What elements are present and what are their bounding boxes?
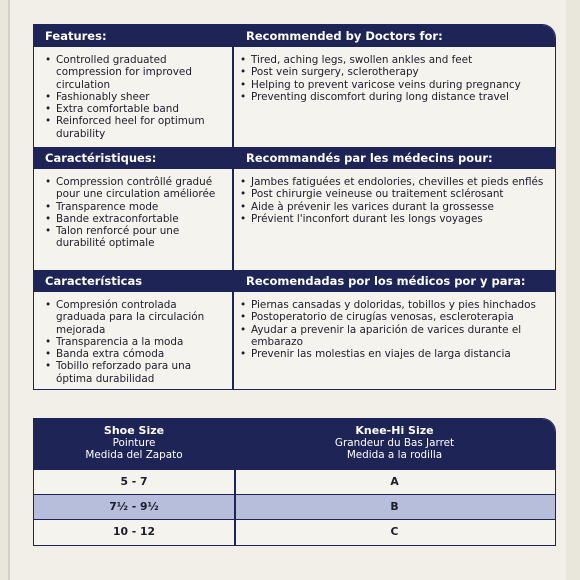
recommended-list-es: [240, 299, 550, 360]
list-item: • Ayudar a prevenir la aparición de varices durante el embarazo: [240, 324, 550, 349]
section-header-french: [34, 147, 555, 169]
list-item: • Tired, aching legs, swollen ankles and feet: [240, 54, 550, 66]
list-item: • Banda extra cómoda: [45, 348, 225, 360]
list-item: • Tobillo reforzado para una óptima durabilidad: [45, 360, 225, 385]
list-item: • Prévient l'inconfort durant les longs voyages: [240, 213, 550, 225]
table-row: [34, 494, 555, 519]
section-header-spanish: [34, 270, 555, 292]
list-item: • Post vein surgery, sclerotherapy: [240, 66, 550, 78]
list-item: • Aide à prévenir les varices durant la grossesse: [240, 201, 550, 213]
shoe-size-title: Shoe Size: [103, 424, 165, 437]
list-item: • Compression contrôllé gradué pour une circulation améliorée: [45, 176, 225, 201]
list-item: • Fashionably sheer: [45, 91, 225, 103]
knee-hi-size-title: Knee-Hi Size: [355, 424, 434, 437]
knee-hi-size-value: A: [390, 475, 399, 488]
list-item: • Bande extraconfortable: [45, 213, 225, 225]
shoe-size-spanish: Medida del Zapato: [85, 449, 183, 461]
table-row: [34, 519, 555, 544]
recommended-list-en: [240, 54, 550, 103]
shoe-size-value: 7½ - 9½: [109, 500, 159, 513]
section-header-english: [34, 25, 555, 47]
list-item: • Compresión controlada graduada para la circulación mejorada: [45, 299, 225, 336]
list-item: • Jambes fatiguées et endolories, chevilles et pieds enflés: [240, 176, 550, 188]
features-heading-en: Features:: [45, 29, 107, 43]
features-heading-fr: Caractéristiques:: [45, 151, 157, 165]
list-item: • Extra comfortable band: [45, 103, 225, 115]
knee-hi-size-french: Grandeur du Bas Jarret: [334, 437, 455, 449]
features-list-es: [45, 299, 225, 385]
features-grid: [33, 24, 556, 390]
features-list-fr: [45, 176, 225, 250]
list-item: • Helping to prevent varicose veins during pregnancy: [240, 79, 550, 91]
knee-hi-size-header: [234, 425, 555, 461]
recommended-list-fr: [240, 176, 550, 225]
features-list-en: [45, 54, 225, 140]
size-chart-header: [34, 419, 555, 469]
column-divider: [232, 47, 234, 147]
list-item: • Preventing discomfort during long distance travel: [240, 91, 550, 103]
list-item: • Prevenir las molestias en viajes de larga distancia: [240, 348, 550, 360]
knee-hi-size-value: B: [390, 500, 399, 513]
shoe-size-value: 5 - 7: [120, 475, 148, 488]
shoe-size-french: Pointure: [112, 437, 156, 449]
list-item: • Controlled graduated compression for improved circulation: [45, 54, 225, 91]
size-chart: [33, 418, 556, 546]
list-item: • Post chirurgie veineuse ou traitement sclérosant: [240, 188, 550, 200]
column-divider: [234, 469, 236, 545]
features-heading-es: Características: [45, 274, 143, 288]
recommended-heading-en: Recommended by Doctors for:: [246, 29, 443, 43]
shoe-size-value: 10 - 12: [112, 525, 156, 538]
knee-hi-size-value: C: [390, 525, 399, 538]
table-row: [34, 469, 555, 494]
list-item: • Postoperatorio de cirugías venosas, escleroterapia: [240, 311, 550, 323]
list-item: • Talon renforcé pour une durabilité optimale: [45, 225, 225, 250]
list-item: • Transparence mode: [45, 201, 225, 213]
recommended-heading-fr: Recommandés par les médecins pour:: [246, 151, 493, 165]
shoe-size-header: [34, 425, 234, 461]
list-item: • Piernas cansadas y doloridas, tobillos y pies hinchados: [240, 299, 550, 311]
recommended-heading-es: Recomendadas por los médicos por y para:: [246, 274, 526, 288]
list-item: • Reinforced heel for optimum durability: [45, 115, 225, 140]
column-divider: [232, 169, 234, 270]
list-item: • Transparencia a la moda: [45, 336, 225, 348]
column-divider: [232, 292, 234, 389]
knee-hi-size-spanish: Medida a la rodilla: [346, 449, 443, 461]
